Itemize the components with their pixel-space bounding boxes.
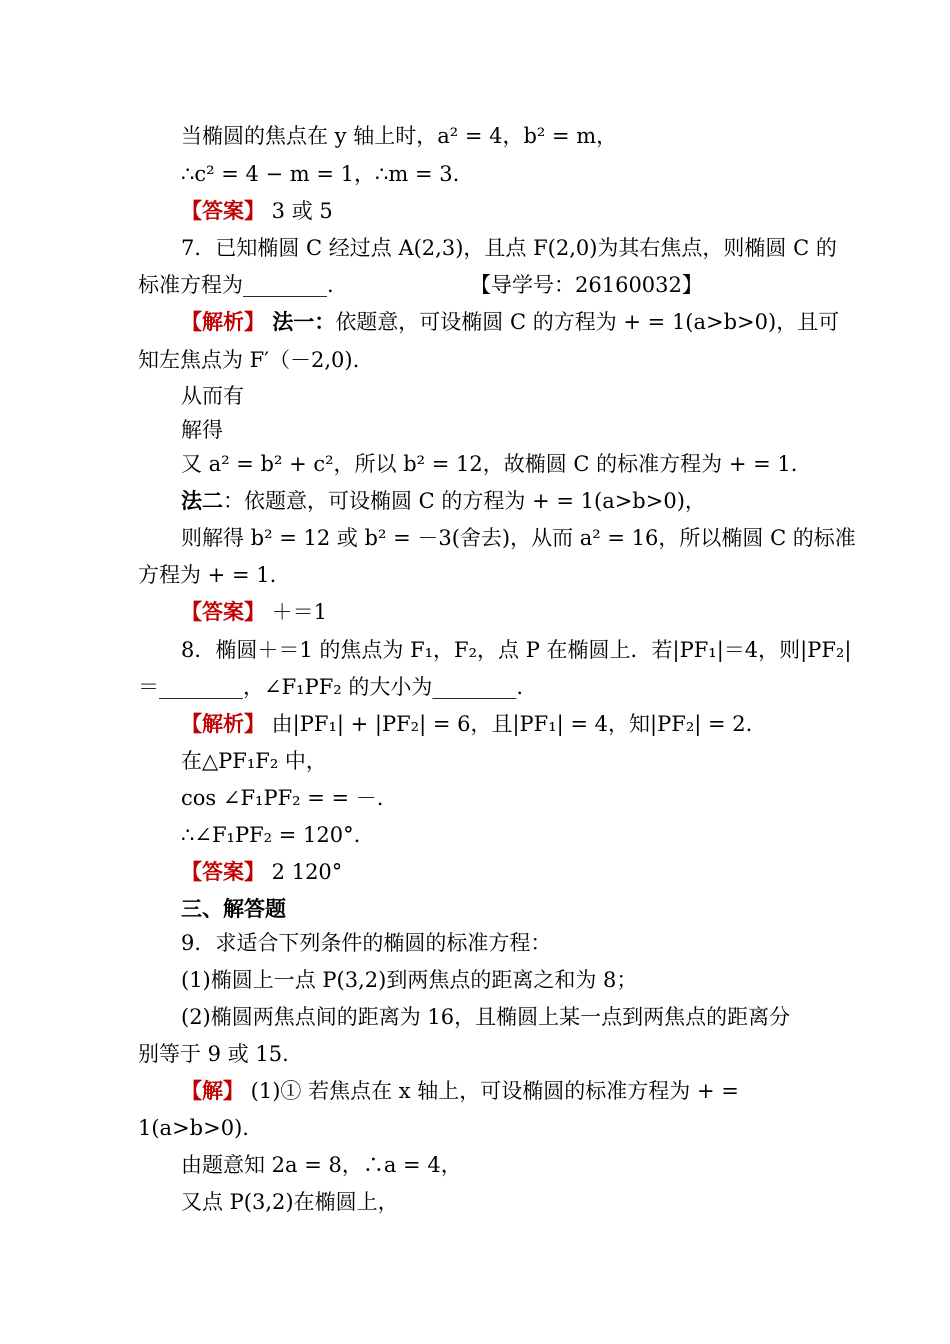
question-line: ＝________，∠F₁PF₂ 的大小为________. xyxy=(138,675,524,699)
question-line: 8．椭圆＋＝1 的焦点为 F₁，F₂，点 P 在椭圆上．若|PF₁|＝4，则|PF₂| xyxy=(181,638,852,662)
text-line: 知左焦点为 F′（－2,0). xyxy=(138,348,360,372)
question-line: 标准方程为________. 【导学号：26160032】 xyxy=(138,273,703,297)
question-line: (1)椭圆上一点 P(3,2)到两焦点的距离之和为 8； xyxy=(181,968,638,992)
section-heading: 三、解答题 xyxy=(181,896,286,921)
question-line: 9．求适合下列条件的椭圆的标准方程： xyxy=(181,931,552,955)
text-line: cos ∠F₁PF₂ = = －. xyxy=(181,786,384,810)
analysis-tag: 【解析】 xyxy=(181,711,265,736)
answer-line: 【答案】 3 或 5 xyxy=(181,198,333,223)
text-line: 则解得 b² = 12 或 b² = －3(舍去)，从而 a² = 16，所以椭圆 C 的标准 xyxy=(181,526,856,550)
question-line: (2)椭圆两焦点间的距离为 16，且椭圆上某一点到两焦点的距离分 xyxy=(181,1005,791,1029)
answer-tag: 【答案】 xyxy=(181,198,265,223)
text-line: ∴∠F₁PF₂ = 120°. xyxy=(181,823,361,847)
answer-line: 【答案】 2 120° xyxy=(181,859,343,884)
text-line: 又点 P(3,2)在椭圆上， xyxy=(181,1190,399,1214)
answer-tag: 【答案】 xyxy=(181,859,265,884)
text-line: ∴c² = 4 − m = 1，∴m = 3. xyxy=(181,162,460,186)
text-line: 当椭圆的焦点在 y 轴上时，a² = 4，b² = m， xyxy=(181,124,618,148)
answer-tag: 【答案】 xyxy=(181,599,265,624)
text-line: 法二：依题意，可设椭圆 C 的方程为 + = 1(a>b>0)， xyxy=(181,488,706,513)
text-line: 解得 xyxy=(181,418,223,442)
solution-tag: 【解】 xyxy=(181,1078,244,1103)
text-line: 由题意知 2a = 8，∴a = 4， xyxy=(181,1153,462,1177)
text-line: 从而有 xyxy=(181,384,244,408)
question-line: 7．已知椭圆 C 经过点 A(2,3)，且点 F(2,0)为其右焦点，则椭圆 C 的 xyxy=(181,236,837,260)
text-line: 1(a>b>0). xyxy=(138,1116,249,1140)
analysis-line: 【解析】 由|PF₁| + |PF₂| = 6，且|PF₁| = 4，知|PF₂| = 2. xyxy=(181,711,753,736)
text-line: 在△PF₁F₂ 中， xyxy=(181,749,327,773)
question-line: 别等于 9 或 15. xyxy=(138,1042,289,1066)
guide-number: 【导学号：26160032】 xyxy=(470,273,703,297)
analysis-tag: 【解析】 xyxy=(181,309,265,334)
answer-line: 【答案】 ＋＝1 xyxy=(181,599,328,624)
text-line: 又 a² = b² + c²，所以 b² = 12，故椭圆 C 的标准方程为 + = 1. xyxy=(181,452,798,476)
analysis-line: 【解析】 法一：依题意，可设椭圆 C 的方程为 + = 1(a>b>0)，且可 xyxy=(181,309,840,334)
text-line: 方程为 + = 1. xyxy=(138,563,277,587)
solution-line: 【解】 (1)① 若焦点在 x 轴上，可设椭圆的标准方程为 + = xyxy=(181,1078,739,1103)
